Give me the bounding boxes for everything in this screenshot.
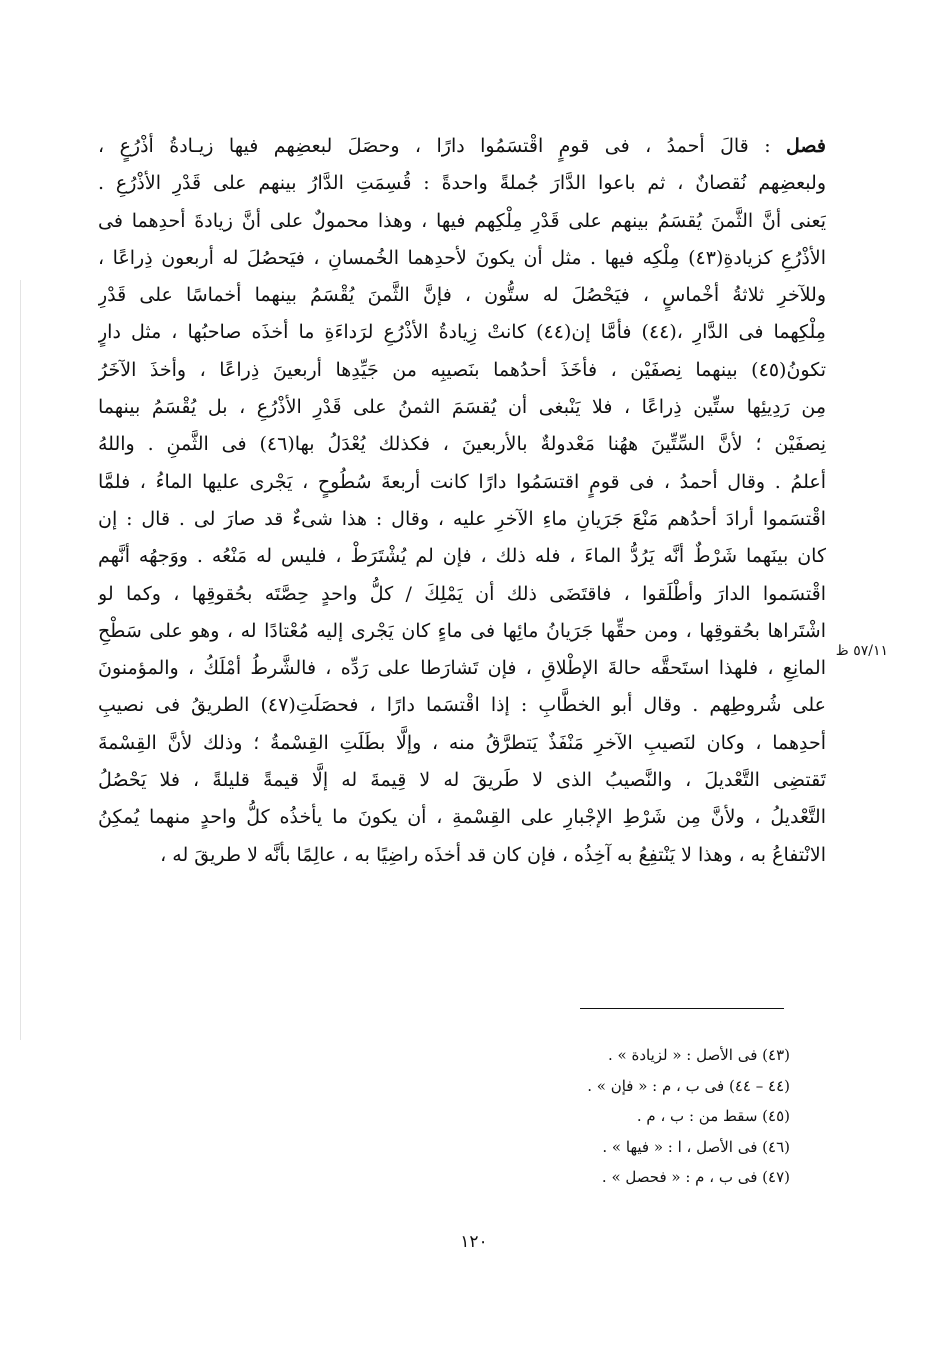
text-line: تَقتضِى التَّعْديلَ ، والنَّصيبُ الذى لا طَريقَ له لا قِيمةَ له إلَّا قيمةً قليلةً ، فلا يَحْصُلُ [98,769,826,792]
text-line [98,128,826,165]
footnote: (٤٧) فى ب ، م : « فحصل » . [601,1168,790,1186]
text-line: يَعنى أنَّ الثَّمنَ يُقسَمُ بينهم على قَدْرِ مِلْكِهم فيها ، وهذا محمولٌ على أنَّ زيادةَ أحدِهما فى [98,209,826,232]
text-line: اقْتسَموا أرادَ أحدُهم مَنْعَ جَرَيانِ ماءِ الآخرِ عليه ، وقال : هذا شىءٌ قد صارَ لى . قال : إن [98,507,826,530]
footnote: (٤٤ – ٤٤) فى ب ، م : « فإن » . [587,1076,790,1095]
text-line: أحدِهما ، وكان لنَصيبِ الآخرِ مَنْفَذٌ يَتطرَّقُ منه ، وإلَّا بطَلَتِ القِسْمةُ ؛ وذلك لأنَّ القِسْمةَ [98,731,826,754]
footnote: (٤٦) فى الأصل ، ا : « فيها » . [602,1137,790,1156]
text-line-content: : قالَ أحمدُ ، فى قومٍ اقْتسَمُوا دارًا ، وحصَلَ لبعضِهم فيها زيـادةُ أذْرُعٍ ، [98,135,771,157]
text-line: التَّعْديلُ ، ولأنَّ مِن شَرْطِ الإجْبارِ على القِسْمةِ ، أن يكونَ ما يأخذُه كلُّ واحدٍ منهما يُمكِنُ [98,806,826,829]
text-line: مِن رَدِيئِها ستِّين ذِراعًا ، فلا يَنْبغى أن يُقسَمَ الثمنُ على قَدْرِ الأذْرُعِ ، بل يُقْسَمُ بينهما [98,396,826,419]
text-line: اشْتَراها بحُقوقِها ، ومن حقِّها جَرَيانُ مائِها فى ماءٍ كان يَجْرى إليه مُعْتادًا له ، وهو على سَطْحِ [98,619,826,642]
page-number: ١٢٠ [460,1232,488,1252]
scan-edge-mark [20,280,21,1040]
text-line: نِصفَيْن ؛ لأنَّ السِّتِّينَ ههُنا مَعْدولةٌ بالأربعينَ ، فكذلك يُعْدَلُ بها(٤٦) فى الثَّمنِ . واللهُ [98,433,826,456]
footnotes-block [430,1040,790,1193]
text-line: كان بينَهما شَرْطٌ أنَّه يَرُدُّ الماءَ ، فله ذلك ، فإن لم يُشْتَرَطْ ، فليس له مَنْعُه . ووَجهُه أنَّهم [98,545,826,568]
text-line: على شُروطِهم . وقال أبو الخطَّابِ : إذا اقْتسَما دارًا ، فحصَلَتِ(٤٧) الطريقُ فى نصيبِ [98,694,826,717]
main-text-block [98,128,826,874]
text-line: ولبعضِهم نُقصانٌ ، ثم باعوا الدَّارَ جُملةً واحدةً : قُسِمَتِ الدَّارُ بينهم على قَدْرِ الأذْرُعِ . [98,172,826,195]
text-line: أعلمُ . وقال أحمدُ ، فى قومٍ اقتسَمُوا دارًا كانت أربعةَ سُطُوحٍ ، يَجْرى عليها الماءُ ، فلمَّا [98,470,826,493]
text-line: اقْتسَموا الدارَ وأطْلَقوا ، فاقتَضَى ذلك أن يَمْلِكَ / كلُّ واحدٍ حِصَّتَه بحُقوقِها ، وكما لو [98,582,826,605]
manuscript-folio-marker: ٥٧/١١ ظ [835,643,888,659]
footnote-divider [580,1008,784,1009]
text-line: تكونُ(٤٥) بينهما نِصفَيْن ، فأخَذَ أحدُهما بنَصيبِه من جَيِّدِها أربعينَ ذِراعًا ، وأخذَ الآخَرُ [98,358,826,381]
text-line: مِلْكِهما فى الدَّارِ ،(٤٤) فأمَّا إن(٤٤) كانتْ زِيادةُ الأذْرُعِ لرَداءَةِ ما أخذَه صاحبُها ، مثل دارٍ [98,321,826,344]
section-lead-word: فصل [786,135,826,157]
text-line: المانِعِ ، فلهذا استَحقَّه حالةَ الإطْلاقِ ، فإن تَشارَطا على رَدِّه ، فالشَّرطُ أمْلَكُ ، والمؤمنونَ [98,657,826,680]
text-line: الأذْرُعِ كزيادةِ(٤٣) مِلْكِه فيها . مثل أن يكونَ لأحدِهما الخُمسانِ ، فيَحصُلَ له أربعون ذِراعًا ، [98,246,826,269]
text-line: وللآخرِ ثلاثةُ أخْماسٍ ، فيَحْصُلَ له ستُّون ، فإنَّ الثَّمنَ يُقْسَمُ بينهما أخماسًا على قَدْرِ [98,284,826,307]
footnote: (٤٥) سقط من : ب ، م . [636,1107,790,1125]
text-line: الانْتفاعُ به ، وهذا لا يَنْتفِعُ به آخِذُه ، فإن كان قد أخذَه راضِيًا به ، عالِمًا بأنَّه لا طريقَ له ، [160,843,826,866]
footnote: (٤٣) فى الأصل : « لزيادة » . [607,1046,790,1064]
